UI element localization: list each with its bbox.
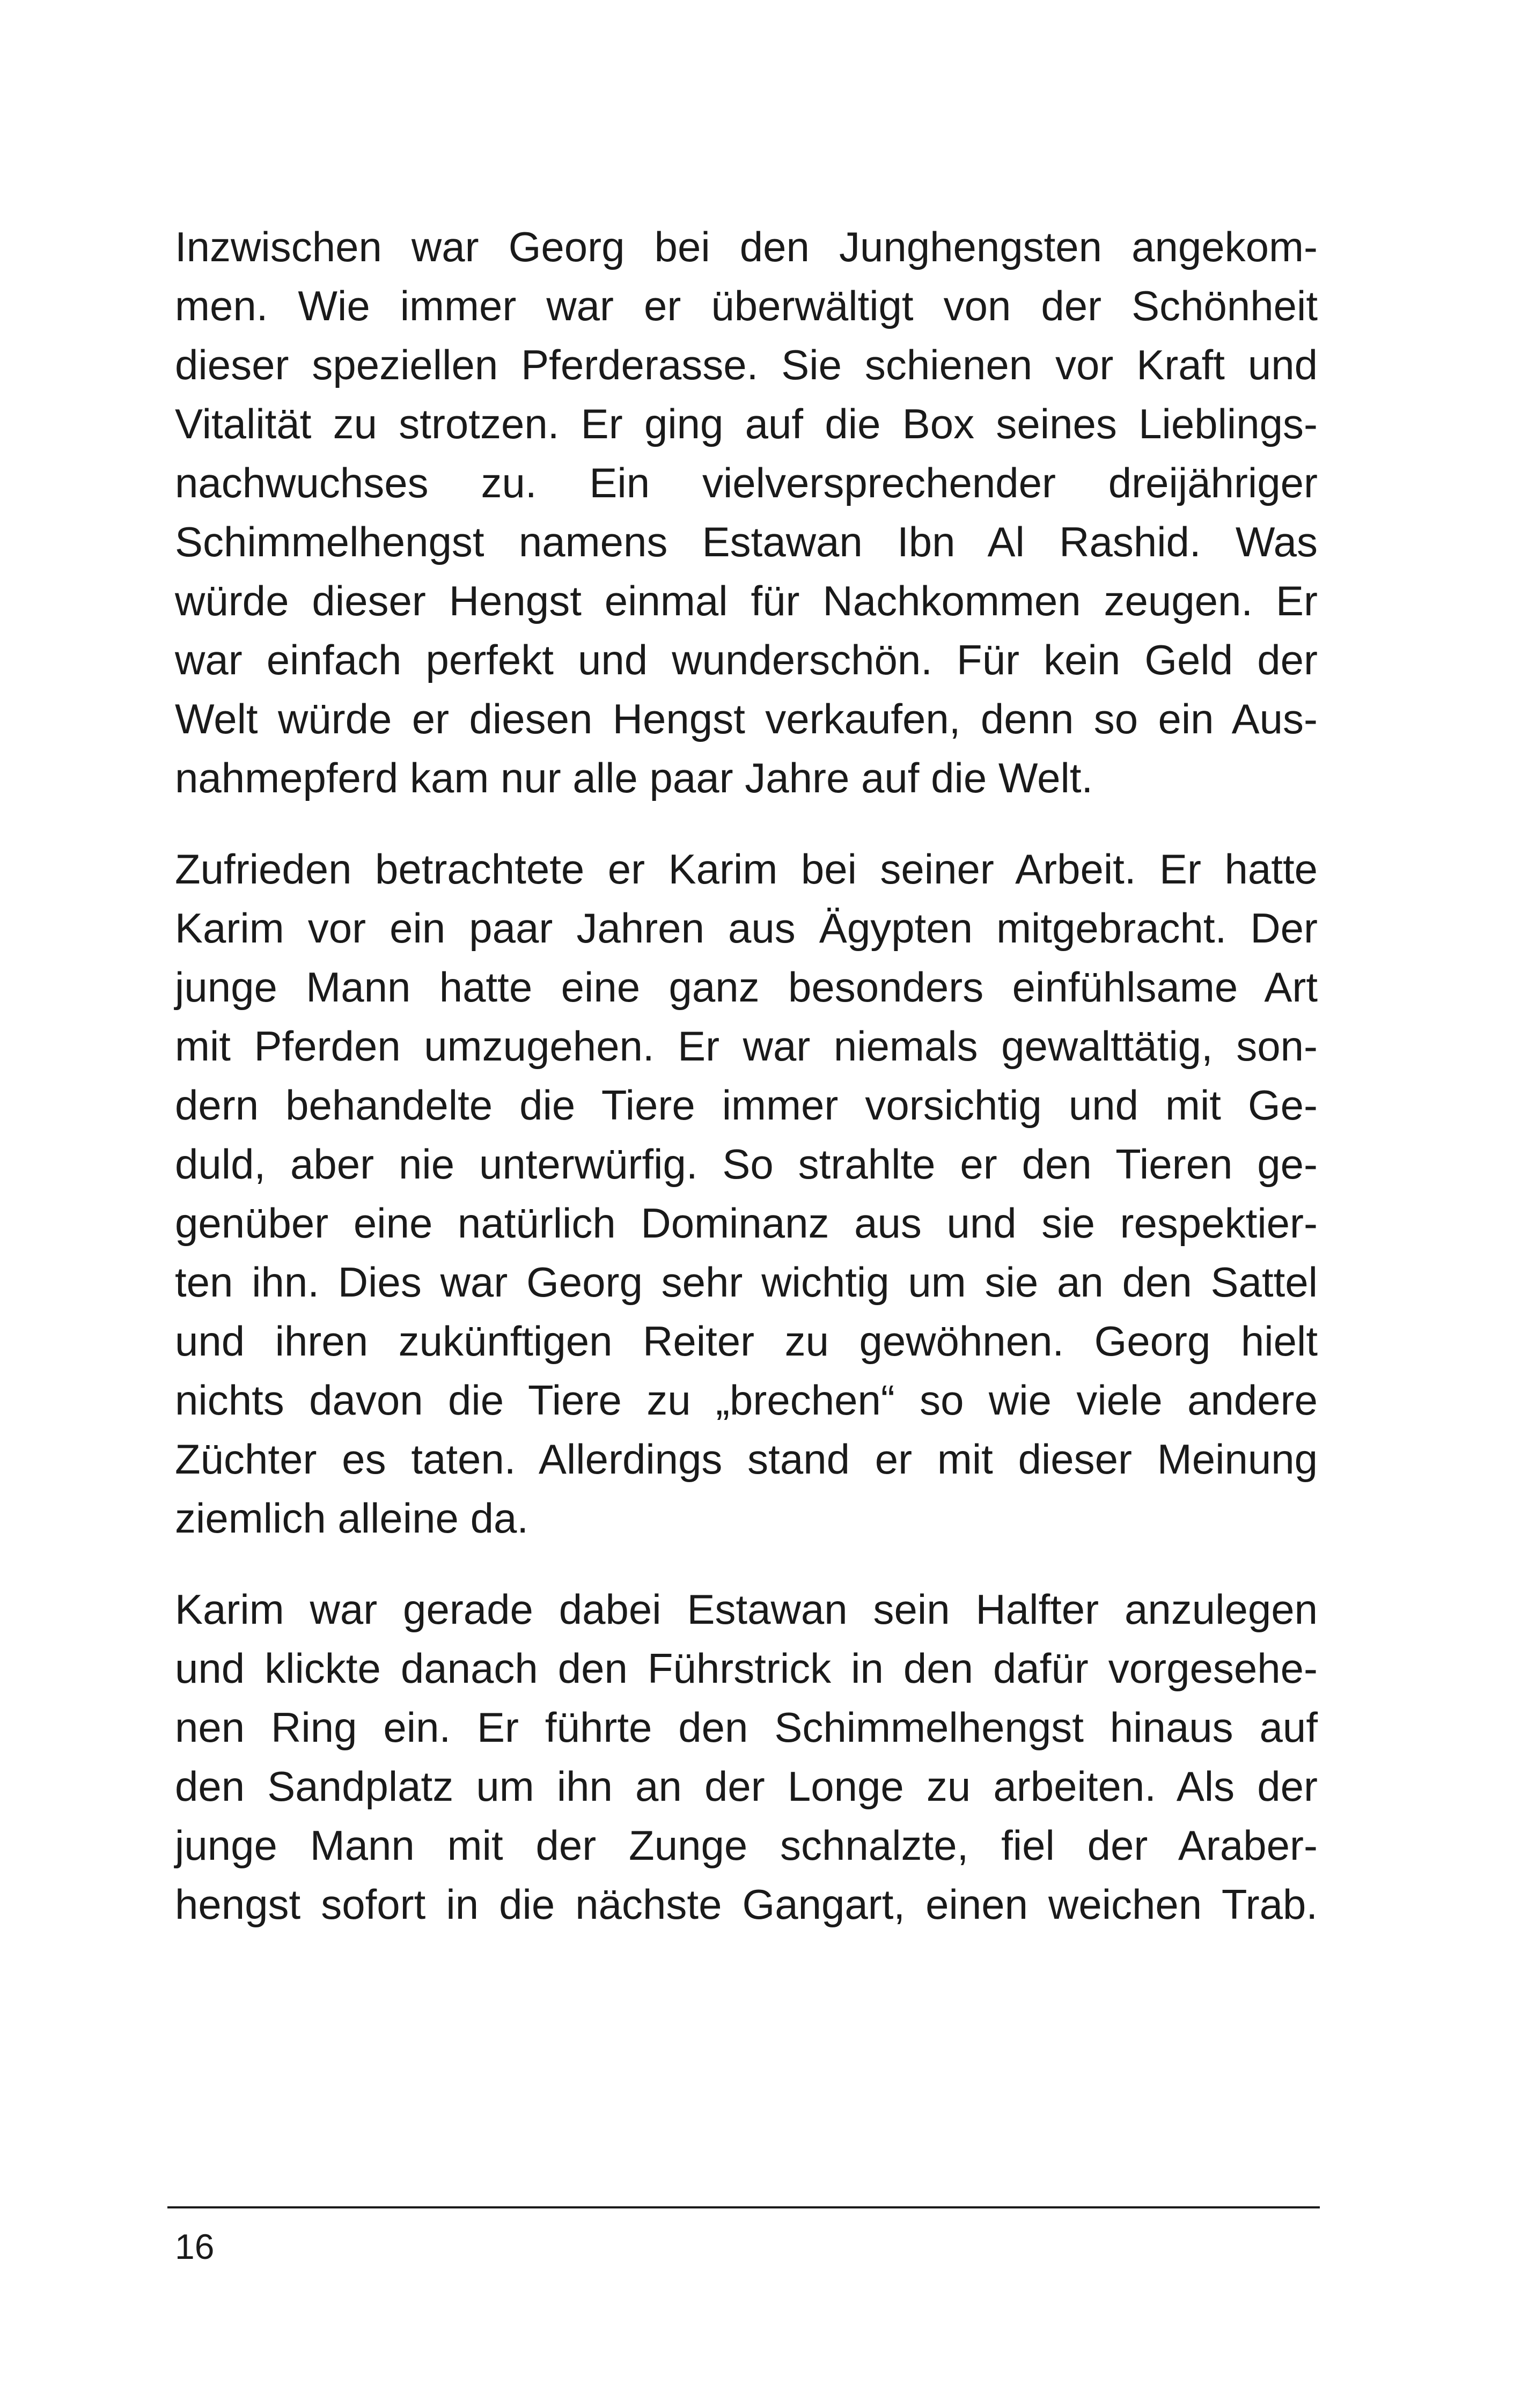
text-line: Welt würde er diesen Hengst verkaufen, denn so ein Aus- — [175, 695, 1318, 742]
text-line: junge Mann hatte eine ganz besonders einfühlsame Art — [175, 963, 1318, 1011]
text-line: duld, aber nie unterwürfig. So strahlte er den Tieren ge- — [175, 1140, 1318, 1188]
text-line: nen Ring ein. Er führte den Schimmelhengst hinaus auf — [175, 1704, 1318, 1751]
body-text — [175, 217, 1318, 1966]
footer-rule — [167, 2206, 1320, 2208]
text-line: nichts davon die Tiere zu „brechen“ so wie viele andere — [175, 1376, 1318, 1424]
text-line: den Sandplatz um ihn an der Longe zu arbeiten. Als der — [175, 1763, 1318, 1810]
text-line: Vitalität zu strotzen. Er ging auf die Box seines Lieblings- — [175, 400, 1318, 447]
text-line: genüber eine natürlich Dominanz aus und sie respektier- — [175, 1199, 1318, 1247]
text-line: mit Pferden umzugehen. Er war niemals gewalttätig, son- — [175, 1022, 1318, 1070]
text-line: men. Wie immer war er überwältigt von der Schönheit — [175, 282, 1318, 329]
paragraph — [175, 217, 1318, 807]
text-line: war einfach perfekt und wunderschön. Für kein Geld der — [175, 636, 1318, 683]
text-line: hengst sofort in die nächste Gangart, einen weichen Trab. — [175, 1881, 1318, 1928]
text-line: junge Mann mit der Zunge schnalzte, fiel der Araber- — [175, 1822, 1318, 1869]
text-line: Inzwischen war Georg bei den Junghengsten angekom- — [175, 223, 1318, 270]
text-line: nachwuchses zu. Ein vielversprechender dreijähriger — [175, 459, 1318, 506]
text-line: und ihren zukünftigen Reiter zu gewöhnen. Georg hielt — [175, 1317, 1318, 1365]
text-line: nahmepferd kam nur alle paar Jahre auf die Welt. — [175, 754, 1093, 801]
text-line: ten ihn. Dies war Georg sehr wichtig um sie an den Sattel — [175, 1258, 1318, 1306]
paragraph — [175, 840, 1318, 1548]
text-line: Zufrieden betrachtete er Karim bei seiner Arbeit. Er hatte — [175, 845, 1318, 893]
text-line: ziemlich alleine da. — [175, 1494, 529, 1542]
text-line: würde dieser Hengst einmal für Nachkommen zeugen. Er — [175, 577, 1318, 624]
text-line: Schimmelhengst namens Estawan Ibn Al Rashid. Was — [175, 518, 1318, 565]
page-number: 16 — [175, 2227, 215, 2266]
text-line: dern behandelte die Tiere immer vorsichtig und mit Ge- — [175, 1081, 1318, 1129]
text-line: und klickte danach den Führstrick in den dafür vorgesehe- — [175, 1645, 1318, 1692]
paragraph — [175, 1580, 1318, 1934]
text-line: Karim vor ein paar Jahren aus Ägypten mitgebracht. Der — [175, 904, 1318, 952]
text-line: Züchter es taten. Allerdings stand er mit dieser Meinung — [175, 1435, 1318, 1483]
text-line: dieser speziellen Pferderasse. Sie schienen vor Kraft und — [175, 341, 1318, 388]
text-line: Karim war gerade dabei Estawan sein Halfter anzulegen — [175, 1586, 1318, 1633]
